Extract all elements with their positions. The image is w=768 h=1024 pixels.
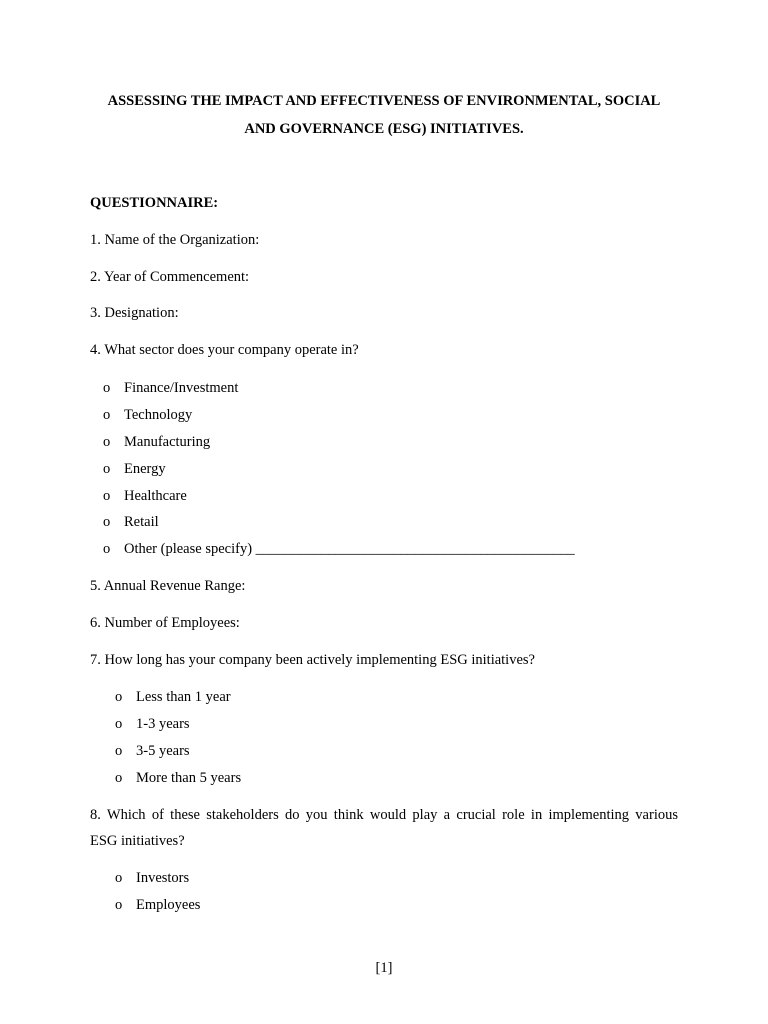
bullet-icon: o — [115, 716, 123, 732]
bullet-icon: o — [103, 434, 111, 450]
q4-option-label: Energy — [124, 461, 166, 477]
document-title-line-1: ASSESSING THE IMPACT AND EFFECTIVENESS OF ENVIRONMENTAL, SOCIAL — [107, 93, 661, 109]
bullet-icon: o — [103, 541, 111, 557]
bullet-icon: o — [115, 689, 123, 705]
q4-option-label: Technology — [124, 407, 193, 423]
question-8-line-2: ESG initiatives? — [90, 833, 185, 849]
page-number: [1] — [375, 960, 393, 976]
bullet-icon: o — [115, 770, 123, 786]
q7-option-label: Less than 1 year — [136, 689, 231, 705]
question-6: 6. Number of Employees: — [90, 615, 240, 631]
q8-option-label: Investors — [136, 870, 190, 886]
question-8-line-1: 8. Which of these stakeholders do you think would play a crucial role in implementing various — [90, 807, 678, 823]
bullet-icon: o — [103, 514, 111, 530]
bullet-icon: o — [115, 897, 123, 913]
q4-option-label: Healthcare — [124, 488, 187, 504]
document-title-line-2: AND GOVERNANCE (ESG) INITIATIVES. — [244, 121, 524, 137]
q7-option-label: 3-5 years — [136, 743, 190, 759]
question-2: 2. Year of Commencement: — [90, 269, 250, 285]
q8-option-label: Employees — [136, 897, 201, 913]
section-heading: QUESTIONNAIRE: — [90, 195, 219, 211]
question-3: 3. Designation: — [90, 305, 179, 321]
bullet-icon: o — [103, 461, 111, 477]
question-1: 1. Name of the Organization: — [90, 232, 260, 248]
bullet-icon: o — [103, 488, 111, 504]
question-4: 4. What sector does your company operate in? — [90, 342, 359, 358]
q4-option-label: Other (please specify) ____________________________________________ — [124, 541, 575, 557]
q7-option-label: 1-3 years — [136, 716, 190, 732]
bullet-icon: o — [115, 870, 123, 886]
question-5: 5. Annual Revenue Range: — [90, 578, 246, 594]
bullet-icon: o — [103, 380, 111, 396]
q4-option-label: Manufacturing — [124, 434, 211, 450]
q4-option-label: Retail — [124, 514, 159, 530]
bullet-icon: o — [103, 407, 111, 423]
question-7: 7. How long has your company been actively implementing ESG initiatives? — [90, 652, 535, 668]
q4-option-label: Finance/Investment — [124, 380, 239, 396]
q7-option-label: More than 5 years — [136, 770, 242, 786]
bullet-icon: o — [115, 743, 123, 759]
